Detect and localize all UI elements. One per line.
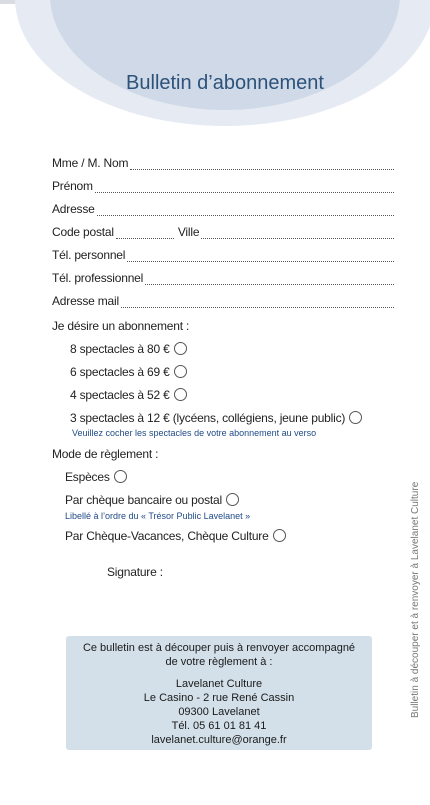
abonnement-note: Veuillez cocher les spectacles de votre abonnement au verso [72, 428, 317, 438]
field-tel-perso-label: Tél. personnel [52, 248, 126, 262]
field-email-label: Adresse mail [52, 294, 119, 308]
field-ville-label: Ville [177, 225, 200, 239]
address-box [66, 636, 372, 750]
address-box-intro: Ce bulletin est à découper puis à renvoyer accompagné de votre règlement à : [82, 642, 356, 668]
field-nom[interactable] [52, 154, 394, 170]
radio-button[interactable] [174, 342, 187, 355]
field-tel-pro-line[interactable] [145, 273, 394, 285]
signature-label: Signature : [107, 565, 163, 579]
abonnement-option-6[interactable] [70, 365, 187, 379]
abonnement-option-8[interactable] [70, 342, 187, 356]
radio-button[interactable] [273, 529, 286, 542]
radio-button[interactable] [114, 470, 127, 483]
field-tel-perso-line[interactable] [127, 250, 394, 262]
address-line: Lavelanet Culture [175, 678, 263, 690]
field-ville-line[interactable] [201, 227, 394, 239]
abonnement-option-3[interactable] [70, 411, 362, 425]
reglement-option-label: Espèces [65, 470, 110, 484]
reglement-note: Libellé à l’ordre du « Trésor Public Lavelanet » [65, 511, 251, 521]
address-line: 09300 Lavelanet [178, 706, 260, 718]
field-adresse[interactable] [52, 200, 394, 216]
field-prenom[interactable] [52, 177, 394, 193]
field-email-line[interactable] [121, 296, 394, 308]
field-prenom-line[interactable] [95, 181, 394, 193]
address-line: lavelanet.culture@orange.fr [151, 734, 287, 746]
reglement-option-label: Par chèque bancaire ou postal [65, 493, 222, 507]
cut-instruction: Bulletin à découper et à renvoyer à Lavelanet Culture [410, 481, 421, 718]
field-nom-line[interactable] [130, 158, 394, 170]
address-line: Le Casino - 2 rue René Cassin [143, 692, 295, 704]
radio-button[interactable] [226, 493, 239, 506]
abonnement-option-4[interactable] [70, 388, 187, 402]
reglement-option-cheque-vacances[interactable] [65, 529, 286, 543]
abonnement-option-label: 8 spectacles à 80 € [70, 342, 170, 356]
field-tel-pro-label: Tél. professionnel [52, 271, 144, 285]
abonnement-heading: Je désire un abonnement : [52, 319, 190, 333]
field-adresse-label: Adresse [52, 202, 95, 216]
address-line: Tél. 05 61 01 81 41 [171, 720, 267, 732]
address-block [66, 677, 372, 747]
field-code-postal-line[interactable] [116, 227, 174, 239]
reglement-option-especes[interactable] [65, 470, 127, 484]
reglement-option-cheque[interactable] [65, 493, 239, 507]
field-nom-label: Mme / M. Nom [52, 156, 129, 170]
field-prenom-label: Prénom [52, 179, 93, 193]
abonnement-option-label: 4 spectacles à 52 € [70, 388, 170, 402]
field-code-ville[interactable] [52, 223, 394, 239]
field-adresse-line[interactable] [97, 204, 394, 216]
form-title: Bulletin d’abonnement [126, 72, 324, 94]
radio-button[interactable] [349, 411, 362, 424]
abonnement-option-label: 6 spectacles à 69 € [70, 365, 170, 379]
radio-button[interactable] [174, 388, 187, 401]
abonnement-option-label: 3 spectacles à 12 € (lycéens, collégiens, jeune public) [70, 411, 346, 425]
radio-button[interactable] [174, 365, 187, 378]
field-email[interactable] [52, 292, 394, 308]
field-tel-pro[interactable] [52, 269, 394, 285]
reglement-option-label: Par Chèque-Vacances, Chèque Culture [65, 529, 269, 543]
reglement-heading: Mode de règlement : [52, 447, 159, 461]
field-code-postal-label: Code postal [52, 225, 114, 239]
field-tel-perso[interactable] [52, 246, 394, 262]
